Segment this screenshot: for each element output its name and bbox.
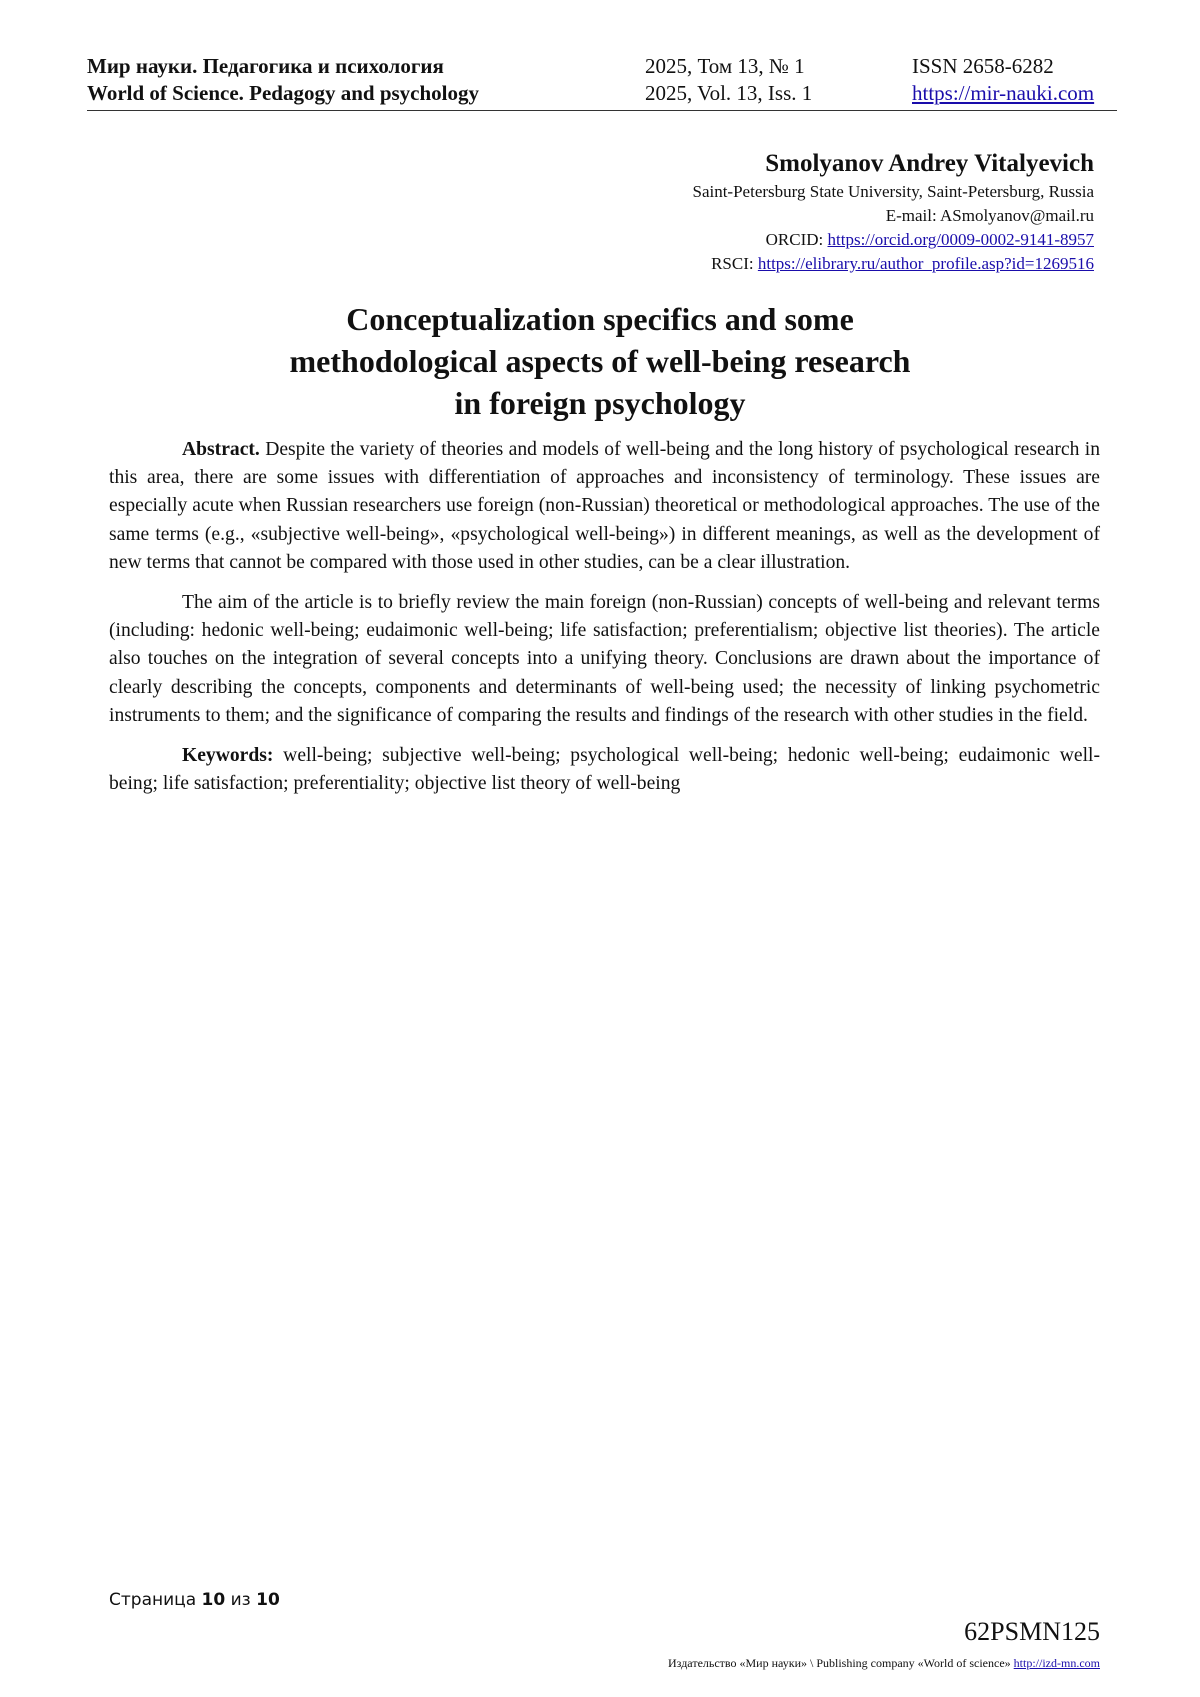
- rsci-link[interactable]: https://elibrary.ru/author_profile.asp?id=1269516: [757, 254, 1094, 273]
- orcid-label: ORCID:: [765, 230, 828, 249]
- page-number: [109, 1590, 280, 1610]
- author-rsci: [394, 252, 1094, 276]
- article-code: 62PSMN125: [964, 1617, 1100, 1646]
- page-total: 10: [256, 1590, 280, 1610]
- journal-site-link[interactable]: https://mir-nauki.com: [912, 81, 1095, 105]
- publisher-text: Издательство «Мир науки» \ Publishing company «World of science»: [668, 1656, 1014, 1670]
- header-row-en: [87, 79, 1117, 107]
- publisher-link[interactable]: http://izd-mn.com: [1013, 1656, 1100, 1670]
- issue-info-en: 2025, Vol. 13, Iss. 1: [645, 81, 813, 105]
- keywords-text: well-being; subjective well-being; psychological well-being; hedonic well-being; eudaimonic well-being; life satisfaction; preferentiality; objective list theory of well-being: [109, 745, 1100, 795]
- author-name: Smolyanov Andrey Vitalyevich: [765, 150, 1094, 177]
- abstract-paragraph-2: The aim of the article is to briefly review the main foreign (non-Russian) concepts of well-being and relevant terms (including: hedonic well-being; eudaimonic well-being; life satisfaction; preferentialism; objective list theories). The article also touches on the integration of several concepts into a unifying theory. Conclusions are drawn about the importance of clearly describing the concepts, components and determinants of well-being used; the necessity of linking psychometric instruments to them; and the significance of comparing the results and findings of the research with other studies in the field.: [109, 592, 1100, 726]
- author-block: [394, 148, 1094, 276]
- keywords-label: Keywords:: [182, 745, 274, 767]
- article-title: [100, 298, 1100, 424]
- abstract-text: Despite the variety of theories and models of well-being and the long history of psychological research in this area, there are some issues with differentiation of approaches and inconsistency of terminology. These issues are especially acute when Russian researchers use foreign (non-Russian) theoretical or methodological approaches. The use of the same terms (e.g., «subjective well-being», «psychological well-being») in different meanings, as well as the development of new terms that cannot be compared with those used in other studies, can be a clear illustration.: [109, 439, 1100, 573]
- article-body: [109, 436, 1100, 810]
- rsci-label: RSCI:: [711, 254, 758, 273]
- author-affiliation: Saint-Petersburg State University, Saint-Petersburg, Russia: [692, 182, 1094, 201]
- abstract-label: Abstract.: [182, 439, 260, 460]
- title-line-1: Conceptualization specifics and some: [346, 301, 854, 337]
- page-header: [87, 52, 1117, 111]
- header-row-ru: [87, 52, 1117, 80]
- title-line-3: in foreign psychology: [454, 385, 746, 421]
- issn: ISSN 2658-6282: [912, 54, 1054, 78]
- orcid-link[interactable]: https://orcid.org/0009-0002-9141-8957: [827, 230, 1094, 249]
- keywords-paragraph: [109, 742, 1100, 798]
- author-orcid: [394, 228, 1094, 252]
- title-line-2: methodological aspects of well-being research: [289, 343, 911, 379]
- page-current: 10: [201, 1590, 226, 1610]
- page-middle: из: [225, 1590, 257, 1610]
- abstract-paragraph: [109, 436, 1100, 577]
- publisher-line: [668, 1656, 1100, 1671]
- author-email: E-mail: ASmolyanov@mail.ru: [885, 206, 1094, 225]
- journal-title-ru: Мир науки. Педагогика и психология: [87, 54, 444, 78]
- page-prefix: Страница: [109, 1590, 202, 1610]
- issue-info-ru: 2025, Том 13, № 1: [645, 54, 805, 78]
- journal-title-en: World of Science. Pedagogy and psychology: [87, 81, 480, 105]
